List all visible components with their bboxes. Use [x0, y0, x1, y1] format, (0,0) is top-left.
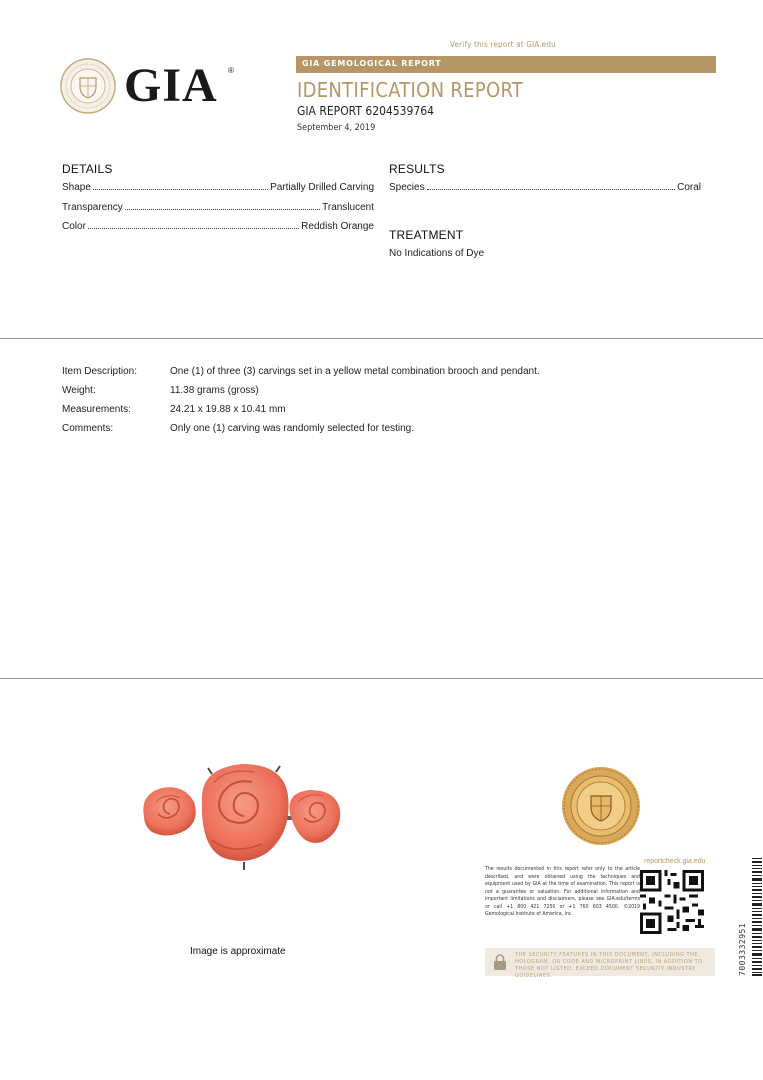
detail-label: Transparency — [62, 202, 123, 213]
registered-mark: ® — [228, 66, 234, 75]
item-label: Weight: — [62, 385, 96, 396]
report-date: September 4, 2019 — [297, 123, 376, 133]
result-value: Coral — [677, 182, 701, 193]
leader-dots — [427, 188, 676, 190]
item-value: 11.38 grams (gross) — [170, 385, 259, 396]
gia-seal-icon — [60, 58, 116, 114]
qr-code-icon[interactable] — [640, 868, 704, 936]
item-label: Measurements: — [62, 404, 131, 415]
detail-label: Shape — [62, 182, 91, 193]
report-number: GIA REPORT 6204539764 — [297, 104, 435, 118]
result-label: Species — [389, 182, 425, 193]
band-label: GIA GEMOLOGICAL REPORT — [302, 59, 442, 68]
detail-row-shape — [62, 182, 374, 193]
report-check-link[interactable]: reportcheck.gia.edu — [644, 858, 706, 865]
coral-carving-image — [136, 758, 352, 876]
item-label: Comments: — [62, 423, 114, 434]
detail-value: Reddish Orange — [301, 221, 374, 232]
serial-number: 7003332951 — [738, 922, 747, 976]
divider-bottom — [0, 678, 763, 679]
image-caption: Image is approximate — [190, 946, 286, 957]
disclaimer-text: The results documented in this report refer only to the article described, and were obtained using the techniques and equipment used by GIA at the time of examination. This report is not a guarantee or valuation. For additional information and important limitations and disclaimers, please see GIA.edu/terms or call +1 800 421 7250 or +1 760 603 4500. ©2019 Gemological Institute of America, Inc. — [485, 866, 640, 917]
item-label: Item Description: — [62, 366, 138, 377]
item-value: 24.21 x 19.88 x 10.41 mm — [170, 404, 286, 415]
barcode-icon — [752, 858, 762, 976]
security-note-box — [485, 948, 715, 979]
verify-link-text: Verify this report at GIA.edu — [450, 40, 556, 49]
coral-rose-center — [202, 764, 289, 861]
result-row-species — [389, 182, 701, 193]
lock-icon — [493, 954, 507, 970]
detail-value: Translucent — [322, 202, 374, 213]
treatment-heading: TREATMENT — [389, 228, 464, 242]
detail-value: Partially Drilled Carving — [270, 182, 374, 193]
detail-label: Color — [62, 221, 86, 232]
coral-rose-right — [289, 790, 340, 843]
security-note-text: THE SECURITY FEATURES IN THIS DOCUMENT, INCLUDING THE HOLOGRAM, QR CODE AND MICROPRINT LINES, IN ADDITION TO THOSE NOT LISTED, EXCEED DOCUMENT SECURITY INDUSTRY GUIDELINES. — [515, 952, 703, 979]
report-type: IDENTIFICATION REPORT — [297, 78, 524, 102]
gia-gold-seal-icon — [561, 766, 641, 846]
treatment-value: No Indications of Dye — [389, 248, 485, 259]
item-value: Only one (1) carving was randomly selected for testing. — [170, 423, 414, 434]
divider-top — [0, 338, 763, 339]
results-heading: RESULTS — [389, 162, 445, 176]
details-heading: DETAILS — [62, 162, 113, 176]
detail-row-color — [62, 221, 374, 232]
leader-dots — [125, 208, 320, 210]
leader-dots — [88, 227, 299, 229]
item-value: One (1) of three (3) carvings set in a yellow metal combination brooch and pendant. — [170, 366, 540, 377]
leader-dots — [93, 188, 268, 190]
coral-rose-left — [143, 787, 195, 835]
brand-logo-text: GIA — [124, 59, 218, 112]
detail-row-transparency — [62, 202, 374, 213]
report-band — [296, 56, 716, 73]
